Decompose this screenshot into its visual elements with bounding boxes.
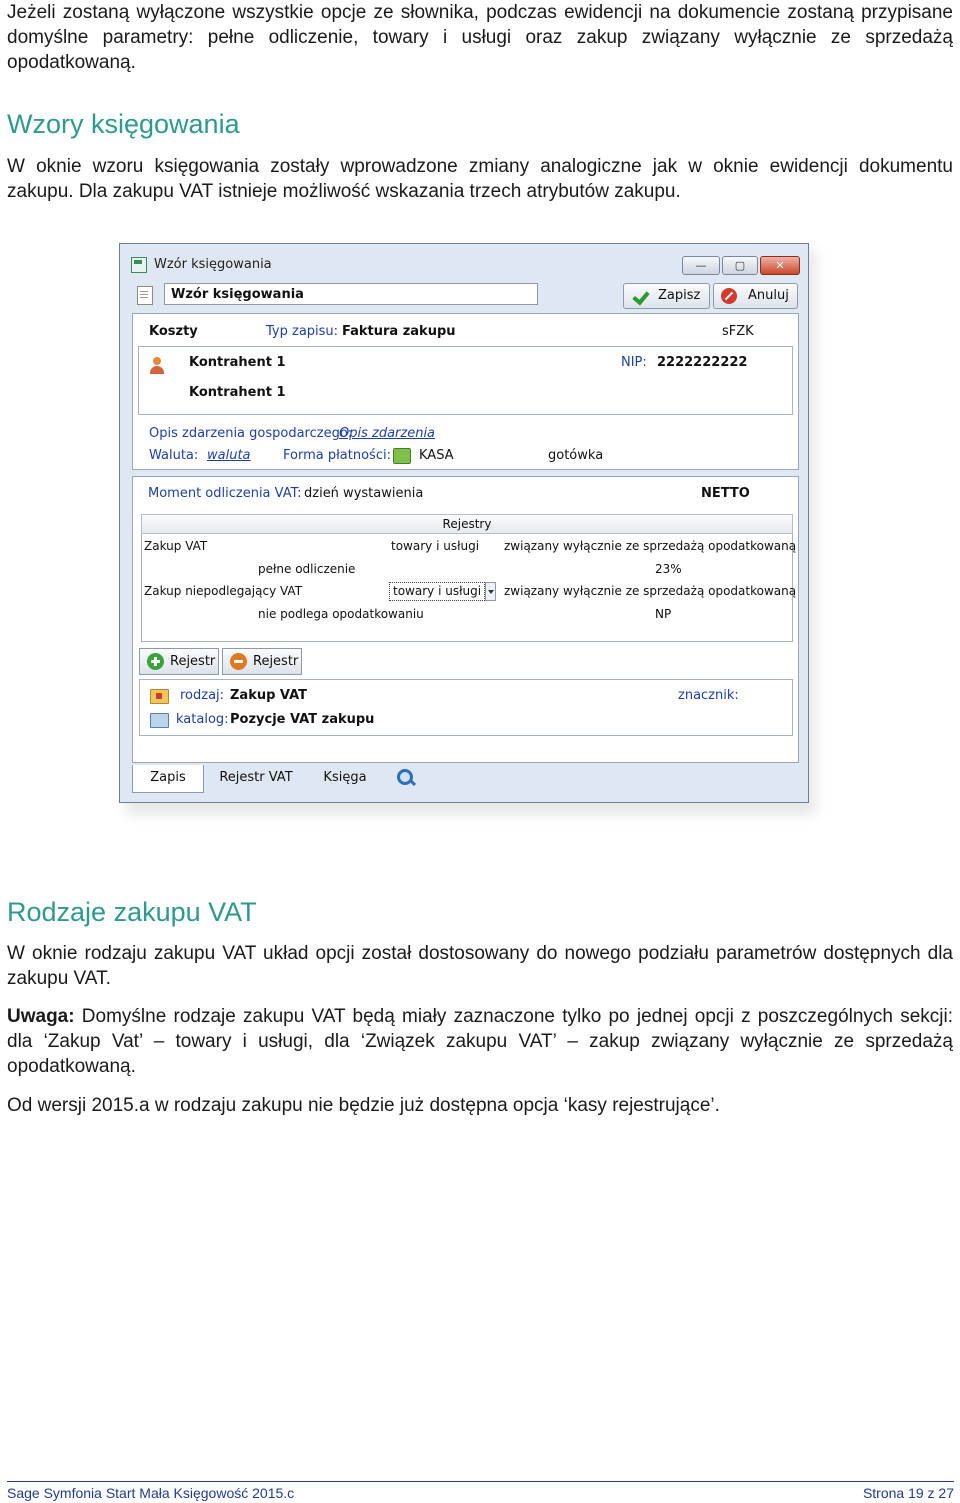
catalog-label: katalog: bbox=[176, 712, 229, 727]
minimize-icon: — bbox=[695, 259, 707, 272]
payment-form-value[interactable]: KASA bbox=[419, 448, 454, 463]
entry-type-value[interactable]: Faktura zakupu bbox=[342, 324, 456, 339]
contractor-name-2: Kontrahent 1 bbox=[189, 385, 286, 400]
description-label: Opis zdarzenia gospodarczego: bbox=[149, 426, 353, 441]
contractor-box bbox=[138, 346, 793, 415]
payment-form-label: Forma płatności: bbox=[283, 448, 391, 463]
minimize-button[interactable] bbox=[682, 256, 720, 275]
registers-table bbox=[141, 534, 797, 642]
payment-type-value: gotówka bbox=[548, 448, 604, 463]
description-link[interactable]: Opis zdarzenia bbox=[339, 426, 436, 441]
note-text: Domyślne rodzaje zakupu VAT będą miały zaznaczone tylko po jednej opcji z poszczególnych sekcji: dla ‘Zakup Vat’ – towary i usługi, dla ‘Związek zakupu VAT’ – zakup związany wyłącznie ze sprzedażą opodatkowaną. bbox=[7, 1006, 953, 1077]
contractor-icon bbox=[149, 357, 165, 375]
register-deduction: nie podlega opodatkowaniu bbox=[258, 607, 424, 621]
window-titlebar[interactable] bbox=[120, 244, 808, 284]
footer-left: Sage Symfonia Start Mała Księgowość 2015.c bbox=[7, 1485, 295, 1501]
close-icon: ✕ bbox=[775, 259, 785, 272]
catalog-value[interactable]: Pozycje VAT zakupu bbox=[230, 712, 375, 727]
register-rate: 23% bbox=[655, 562, 682, 576]
search-icon[interactable] bbox=[396, 768, 416, 788]
vat-panel bbox=[132, 476, 799, 763]
cash-icon bbox=[393, 448, 411, 464]
register-rate: NP bbox=[655, 607, 672, 621]
posting-template-window bbox=[119, 243, 809, 803]
register-folder-icon bbox=[150, 689, 169, 704]
register-deduction: pełne odliczenie bbox=[258, 562, 356, 576]
document-name-field[interactable]: Wzór księgowania bbox=[164, 283, 538, 305]
register-name: Zakup niepodlegający VAT bbox=[144, 584, 303, 598]
add-register-button[interactable]: Rejestr bbox=[139, 648, 219, 675]
vat-moment-label: Moment odliczenia VAT: bbox=[148, 486, 302, 501]
cancel-button[interactable]: Anuluj bbox=[713, 283, 798, 309]
section-text-wzory: W oknie wzoru księgowania zostały wprowadzone zmiany analogiczne jak w oknie ewidencji dokumentu zakupu. Dla zakupu VAT istnieje możliwość wskazania trzech atrybutów zakupu. bbox=[7, 156, 953, 202]
catalog-folder-icon bbox=[150, 713, 169, 728]
chevron-down-icon[interactable] bbox=[485, 582, 496, 601]
tab-rejestr-vat[interactable]: Rejestr VAT bbox=[219, 770, 293, 785]
tab-ksiega[interactable]: Księga bbox=[323, 770, 367, 785]
footer-divider bbox=[7, 1481, 954, 1482]
close-button[interactable] bbox=[760, 256, 800, 275]
intro-paragraph: Jeżeli zostaną wyłączone wszystkie opcje ze słownika, podczas ewidencji na dokumencie zostaną przypisane domyślne parametry: pełne odliczenie, towary i usługi oraz zakup związany wyłącznie ze sprzedażą opodatkowaną. bbox=[7, 2, 953, 73]
kind-label: rodzaj: bbox=[180, 688, 225, 703]
window-title: Wzór księgowania bbox=[154, 257, 272, 272]
kind-value[interactable]: Zakup VAT bbox=[230, 688, 308, 703]
section-heading-rodzaje: Rodzaje zakupu VAT bbox=[7, 897, 257, 927]
register-kind: towary i usługi bbox=[393, 584, 482, 598]
footer-page-number: Strona 19 z 27 bbox=[862, 1485, 954, 1501]
nip-label: NIP: bbox=[621, 355, 647, 370]
contractor-name[interactable]: Kontrahent 1 bbox=[189, 355, 286, 370]
register-kind: towary i usługi bbox=[391, 539, 480, 553]
document-icon bbox=[137, 286, 153, 305]
document-name-row bbox=[134, 283, 540, 307]
currency-label: Waluta: bbox=[149, 448, 199, 463]
nip-value: 2222222222 bbox=[657, 355, 748, 370]
currency-link[interactable]: waluta bbox=[207, 448, 251, 463]
maximize-icon: ▢ bbox=[734, 259, 746, 272]
register-kind-combo[interactable] bbox=[389, 582, 485, 601]
registers-header: Rejestry bbox=[141, 514, 793, 534]
section-heading-wzory: Wzory księgowania bbox=[7, 109, 240, 139]
maximize-button[interactable] bbox=[722, 256, 758, 275]
check-icon bbox=[632, 289, 648, 303]
cancel-icon bbox=[721, 288, 737, 304]
save-button[interactable]: Zapisz bbox=[623, 283, 710, 309]
register-relation: związany wyłącznie ze sprzedażą opodatkowaną bbox=[504, 584, 797, 598]
vat-moment-value[interactable]: dzień wystawienia bbox=[304, 486, 424, 501]
note-paragraph bbox=[7, 1004, 953, 1079]
tab-zapis[interactable]: Zapis bbox=[132, 765, 204, 793]
app-icon bbox=[131, 257, 147, 273]
symbol-value: sFZK bbox=[722, 324, 754, 339]
entry-type-label: Typ zapisu: bbox=[266, 324, 339, 339]
remove-register-button[interactable]: Rejestr bbox=[222, 648, 302, 675]
header-panel bbox=[132, 313, 799, 470]
register-relation: związany wyłącznie ze sprzedażą opodatkowaną bbox=[504, 539, 797, 553]
marker-label: znacznik: bbox=[678, 688, 739, 703]
register-name: Zakup VAT bbox=[144, 539, 208, 553]
netto-label: NETTO bbox=[701, 486, 750, 501]
minus-icon bbox=[230, 653, 247, 670]
note-label: Uwaga: bbox=[7, 1006, 75, 1027]
register-details-box bbox=[139, 679, 793, 736]
plus-icon bbox=[147, 653, 164, 670]
koszty-label: Koszty bbox=[149, 324, 198, 339]
section-text-rodzaje: W oknie rodzaju zakupu VAT układ opcji został dostosowany do nowego podziału parametrów dostępnych dla zakupu VAT. bbox=[7, 943, 953, 989]
version-paragraph: Od wersji 2015.a w rodzaju zakupu nie będzie już dostępna opcja ‘kasy rejestrujące’. bbox=[7, 1095, 720, 1116]
